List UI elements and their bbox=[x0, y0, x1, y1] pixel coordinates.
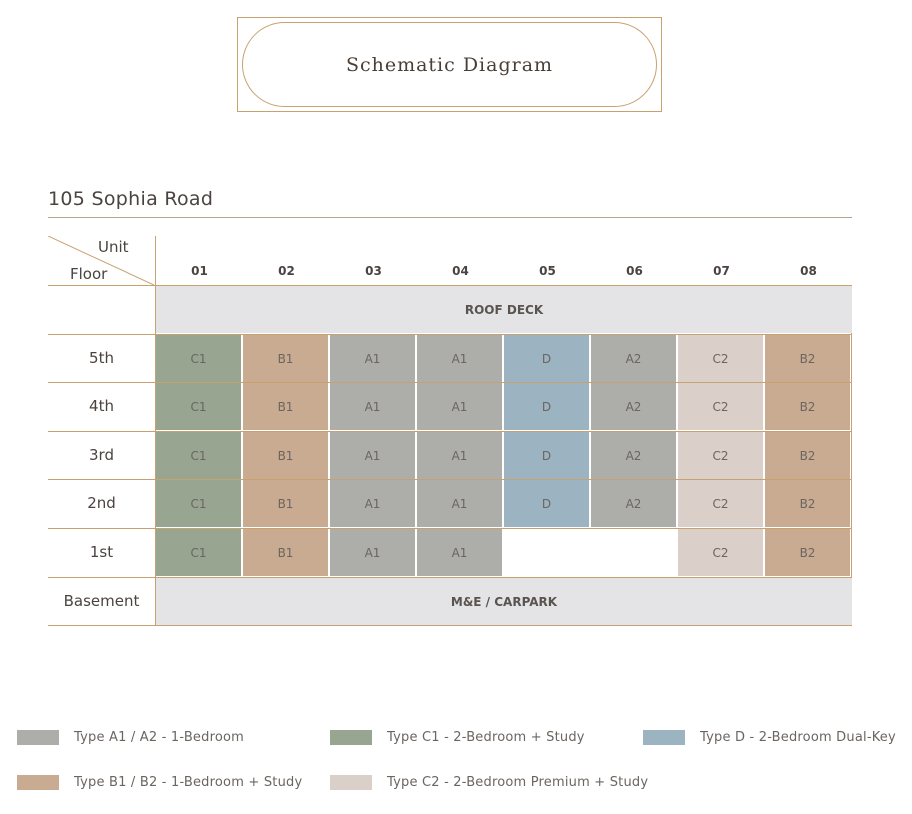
unit-cell: A1 bbox=[330, 529, 415, 576]
column-header: 06 bbox=[626, 264, 643, 278]
unit-cell: C1 bbox=[156, 480, 241, 527]
column-header: 03 bbox=[365, 264, 382, 278]
legend-item-c1 bbox=[330, 730, 585, 745]
unit-cell: A1 bbox=[417, 335, 502, 382]
unit-cell: D bbox=[504, 480, 589, 527]
legend-label-a: Type A1 / A2 - 1-Bedroom bbox=[74, 730, 245, 745]
legend-item-d bbox=[643, 730, 896, 745]
legend-item-c2 bbox=[330, 775, 648, 790]
floor-label: 3rd bbox=[89, 446, 114, 464]
legend-swatch-d bbox=[643, 730, 685, 745]
row-divider bbox=[48, 625, 852, 626]
basement-carpark: M&E / CARPARK bbox=[156, 578, 852, 625]
unit-cell: A2 bbox=[591, 480, 676, 527]
column-header: 07 bbox=[713, 264, 730, 278]
floor-label: 5th bbox=[89, 349, 114, 367]
legend-label-c2: Type C2 - 2-Bedroom Premium + Study bbox=[387, 775, 649, 790]
unit-cell: A1 bbox=[330, 335, 415, 382]
unit-cell: C2 bbox=[678, 480, 763, 527]
column-header: 04 bbox=[452, 264, 469, 278]
floor-label: 2nd bbox=[87, 494, 116, 512]
unit-cell: A1 bbox=[417, 529, 502, 576]
unit-cell: B2 bbox=[765, 529, 850, 576]
column-header: 02 bbox=[278, 264, 295, 278]
column-header: 08 bbox=[800, 264, 817, 278]
unit-cell: C1 bbox=[156, 383, 241, 430]
unit-cell: A1 bbox=[417, 383, 502, 430]
building-heading bbox=[48, 188, 852, 218]
unit-cell: B1 bbox=[243, 432, 328, 479]
unit-cell: B2 bbox=[765, 335, 850, 382]
unit-cell: B2 bbox=[765, 383, 850, 430]
unit-cell: A1 bbox=[417, 480, 502, 527]
legend-label-b: Type B1 / B2 - 1-Bedroom + Study bbox=[74, 775, 303, 790]
header-diagonal-cell bbox=[48, 236, 154, 286]
title-badge bbox=[237, 17, 662, 112]
unit-cell: A1 bbox=[330, 383, 415, 430]
unit-cell: C2 bbox=[678, 335, 763, 382]
legend-swatch-c2 bbox=[330, 775, 372, 790]
floor-label: 4th bbox=[89, 397, 114, 415]
column-header: 01 bbox=[191, 264, 208, 278]
legend-label-c1: Type C1 - 2-Bedroom + Study bbox=[387, 730, 585, 745]
unit-cell: B1 bbox=[243, 480, 328, 527]
unit-cell: C1 bbox=[156, 335, 241, 382]
legend-item-a bbox=[17, 730, 244, 745]
page-title: Schematic Diagram bbox=[345, 53, 554, 76]
unit-cell: A1 bbox=[330, 480, 415, 527]
roof-deck: ROOF DECK bbox=[156, 286, 852, 333]
unit-cell: B2 bbox=[765, 432, 850, 479]
unit-cell: C1 bbox=[156, 432, 241, 479]
unit-cell: D bbox=[504, 335, 589, 382]
unit-cell: A2 bbox=[591, 383, 676, 430]
unit-cell: B1 bbox=[243, 529, 328, 576]
legend-swatch-c1 bbox=[330, 730, 372, 745]
unit-cell: C2 bbox=[678, 529, 763, 576]
unit-cell: D bbox=[504, 383, 589, 430]
unit-cell: B1 bbox=[243, 383, 328, 430]
unit-cell: D bbox=[504, 432, 589, 479]
empty-cell bbox=[504, 529, 589, 576]
unit-cell: A1 bbox=[330, 432, 415, 479]
legend-item-b bbox=[17, 775, 302, 790]
legend-label-d: Type D - 2-Bedroom Dual-Key bbox=[700, 730, 896, 745]
legend-swatch-a bbox=[17, 730, 59, 745]
table-right-border bbox=[851, 285, 852, 626]
building-name: 105 Sophia Road bbox=[48, 188, 214, 210]
floor-label: Floor bbox=[70, 265, 108, 283]
unit-cell: A2 bbox=[591, 335, 676, 382]
empty-cell bbox=[591, 529, 676, 576]
title-badge-inner bbox=[242, 22, 657, 107]
unit-label: Unit bbox=[98, 238, 129, 256]
unit-cell: A2 bbox=[591, 432, 676, 479]
unit-cell: B2 bbox=[765, 480, 850, 527]
unit-cell: B1 bbox=[243, 335, 328, 382]
unit-cell: A1 bbox=[417, 432, 502, 479]
legend-swatch-b bbox=[17, 775, 59, 790]
floor-label: 1st bbox=[89, 543, 114, 561]
basement-label: Basement bbox=[63, 592, 140, 610]
column-header: 05 bbox=[539, 264, 556, 278]
unit-cell: C2 bbox=[678, 432, 763, 479]
unit-cell: C2 bbox=[678, 383, 763, 430]
unit-cell: C1 bbox=[156, 529, 241, 576]
